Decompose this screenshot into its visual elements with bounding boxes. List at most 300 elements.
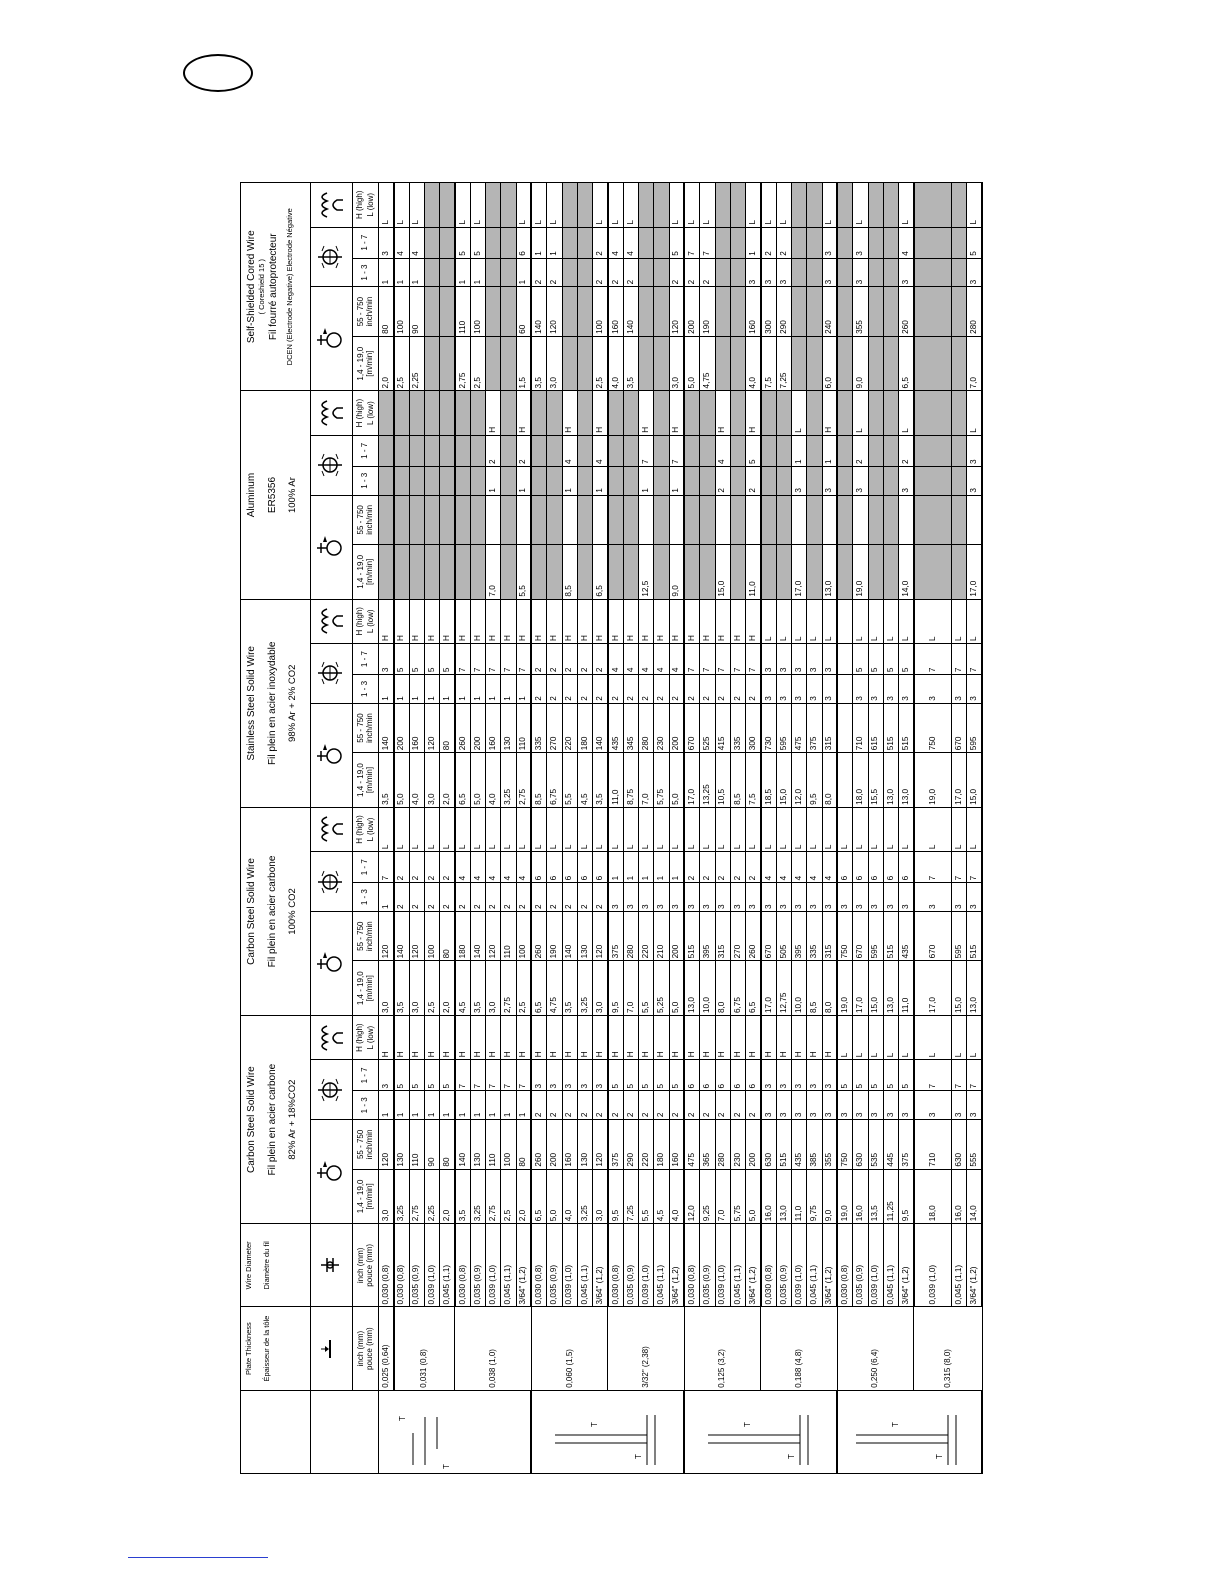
wire-speed-metric-cell: 9,5 [899,1169,914,1224]
inductance-cell [424,391,439,435]
wire-speed-metric-cell: 7,0 [715,1169,730,1224]
inductance-cell: H [700,599,715,643]
voltage-high-cell: 7 [516,1060,531,1091]
voltage-low-cell: 3 [623,883,638,912]
wire-speed-imperial-cell: 110 [409,1120,424,1169]
voltage-low-cell: 1 [593,466,608,495]
table-row [470,183,485,1474]
wire-speed-imperial-cell: 385 [807,1120,822,1169]
wire-speed-metric-cell: 4,0 [409,753,424,808]
wire-speed-metric-cell: 15,0 [868,961,883,1016]
wire-speed-imperial-cell: 315 [822,911,837,960]
table-row [593,183,608,1474]
wire-speed-imperial-cell: 260 [746,911,761,960]
wire-speed-imperial-cell [547,495,562,544]
wire-speed-metric-cell: 15,0 [715,545,730,600]
inductance-legend: H (high) L (low) [353,599,379,643]
table-row [455,183,470,1474]
wire-speed-metric-cell [409,545,424,600]
voltage-high-cell [562,227,577,258]
wire-speed-imperial-cell: 80 [440,703,455,752]
inductance-cell [577,183,592,228]
wire-speed-metric-cell [807,336,822,391]
inductance-cell: H [547,599,562,643]
voltage-low-cell: 2 [700,258,715,287]
voltage-low-cell: 2 [440,883,455,912]
inductance-cell: L [455,807,470,851]
wire-speed-imperial-cell: 375 [608,911,623,960]
inductance-cell [608,391,623,435]
inductance-cell: L [853,1016,868,1060]
wire-speed-metric-cell: 6,0 [822,336,837,391]
wire-speed-imperial-cell: 515 [883,703,898,752]
wire-speed-imperial-cell: 335 [730,703,745,752]
wire-speed-imperial-cell: 270 [730,911,745,960]
voltage-low-cell: 3 [639,883,654,912]
wire-speed-metric-cell: 15,0 [951,961,966,1016]
table-row [531,183,546,1474]
wire-speed-imperial-cell [394,495,409,544]
wire-speed-metric-cell: 2,5 [501,1169,516,1224]
inductance-cell: H [807,1016,822,1060]
voltage-low-cell: 3 [654,883,669,912]
voltage-high-cell: 7 [700,227,715,258]
inductance-cell: H [394,599,409,643]
voltage-low-cell [547,466,562,495]
voltage-high-cell: 5 [868,643,883,674]
icon-header-row [311,183,353,1474]
wire-speed-imperial-cell: 200 [394,703,409,752]
wire-speed-icon [311,287,353,391]
wire-type-header-2: Carbon Steel Solid Wire Fil plein en acier carbone 100% CO2 [241,807,311,1015]
inductance-cell: L [837,1016,852,1060]
wire-speed-metric-cell [424,336,439,391]
inductance-cell: L [853,391,868,435]
inductance-cell: L [792,391,807,435]
voltage-high-cell [440,227,455,258]
voltage-high-cell: 5 [409,1060,424,1091]
wire-diameter-cell: 3/64" (1,2) [822,1224,837,1307]
voltage-high-cell: 5 [883,643,898,674]
voltage-high-cell: 7 [486,643,501,674]
wire-speed-imperial-cell: 595 [967,703,982,752]
wire-speed-metric-cell [776,545,791,600]
inductance-cell [837,183,852,228]
wire-speed-metric-cell: 4,0 [746,336,761,391]
wire-speed-imperial-cell [440,495,455,544]
table-row [623,183,638,1474]
wire-speed-metric-cell: 6,75 [547,753,562,808]
inductance-cell [379,391,394,435]
wire-speed-metric-cell: 5,5 [639,1169,654,1224]
wire-speed-metric-cell: 19,0 [853,545,868,600]
voltage-range-low: 1 - 3 [353,883,379,912]
voltage-low-cell: 2 [577,675,592,704]
inductance-cell [440,183,455,228]
wire-speed-metric-cell: 3,0 [409,961,424,1016]
inductance-cell [501,183,516,228]
wire-speed-imperial-cell: 100 [501,1120,516,1169]
inductance-cell: L [608,183,623,228]
wire-speed-imperial-cell: 220 [639,1120,654,1169]
table-row [792,183,807,1474]
voltage-high-cell: 2 [531,643,546,674]
voltage-low-cell [807,258,822,287]
wire-speed-imperial-cell: 435 [792,1120,807,1169]
voltage-low-cell: 2 [684,258,699,287]
language-flag-oval [183,54,253,92]
voltage-high-cell: 7 [914,643,952,674]
wire-speed-imperial-cell: 290 [623,1120,638,1169]
wire-speed-metric-cell [792,336,807,391]
wire-speed-imperial-cell [883,495,898,544]
inductance-cell [914,183,952,228]
wire-speed-imperial-cell: 515 [883,911,898,960]
inductance-cell: L [470,807,485,851]
voltage-high-cell: 5 [440,643,455,674]
wire-speed-imperial-cell: 140 [562,911,577,960]
voltage-low-cell: 2 [547,1091,562,1120]
voltage-low-cell [440,466,455,495]
inductance-cell: L [409,807,424,851]
wire-speed-imperial-cell [822,495,837,544]
inductance-cell: H [516,1016,531,1060]
voltage-low-cell [883,466,898,495]
wire-speed-imperial-cell [700,495,715,544]
svg-text:T: T [786,1454,796,1459]
inductance-cell: H [409,1016,424,1060]
voltage-low-cell [761,466,776,495]
voltage-high-cell: 6 [837,852,852,883]
voltage-low-cell: 3 [700,883,715,912]
voltage-low-cell [440,258,455,287]
wire-speed-metric-cell: 5,5 [562,753,577,808]
wire-speed-imperial-cell: 120 [486,911,501,960]
voltage-high-cell: 6 [547,852,562,883]
inductance-cell: L [853,807,868,851]
inductance-cell: L [951,807,966,851]
voltage-high-cell: 4 [409,227,424,258]
voltage-low-cell: 3 [853,1091,868,1120]
wire-speed-imperial-cell: 130 [501,703,516,752]
speed-range-metric: 1,4 - 19,0 [m/min] [353,1169,379,1224]
wire-diameter-cell: 3/64" (1,2) [746,1224,761,1307]
voltage-low-cell: 2 [562,1091,577,1120]
inductance-cell: L [516,183,531,228]
inductance-cell: H [379,1016,394,1060]
voltage-high-cell: 3 [792,1060,807,1091]
voltage-range-high: 1 - 7 [353,643,379,674]
voltage-high-cell: 5 [853,643,868,674]
wire-speed-imperial-cell: 730 [761,703,776,752]
wire-speed-metric-cell [684,545,699,600]
voltage-high-cell: 7 [914,1060,952,1091]
voltage-low-cell: 3 [822,466,837,495]
inductance-cell: H [486,599,501,643]
voltage-high-cell: 7 [379,852,394,883]
wire-speed-metric-cell: 3,5 [593,753,608,808]
voltage-high-cell: 4 [608,643,623,674]
wire-speed-metric-cell: 3,25 [577,961,592,1016]
voltage-low-cell: 2 [486,883,501,912]
voltage-low-cell: 1 [516,675,531,704]
voltage-low-cell: 3 [883,1091,898,1120]
wire-speed-metric-cell: 3,0 [379,1169,394,1224]
wire-speed-metric-cell: 4,0 [486,753,501,808]
voltage-high-cell: 6 [746,1060,761,1091]
inductance-cell: L [776,599,791,643]
wire-speed-imperial-cell [899,495,914,544]
wire-speed-imperial-cell [951,495,966,544]
wire-speed-imperial-cell [654,495,669,544]
wire-speed-metric-cell [486,336,501,391]
wire-speed-imperial-cell [440,287,455,336]
wire-speed-imperial-cell: 355 [853,287,868,336]
inductance-cell: H [669,391,684,435]
wire-speed-imperial-cell: 200 [669,703,684,752]
table-row [853,183,868,1474]
wire-speed-imperial-cell [883,287,898,336]
voltage-high-cell: 4 [669,643,684,674]
wire-speed-metric-cell: 5,75 [654,753,669,808]
voltage-low-cell: 2 [746,466,761,495]
voltage-low-cell: 2 [730,1091,745,1120]
voltage-low-cell: 2 [746,675,761,704]
wire-speed-metric-cell: 9,75 [807,1169,822,1224]
wire-speed-imperial-cell: 300 [746,703,761,752]
wire-speed-metric-cell: 6,5 [899,336,914,391]
voltage-low-cell: 1 [486,1091,501,1120]
wire-speed-imperial-cell [715,495,730,544]
speed-range-imperial: 55 - 750 inch/min [353,1120,379,1169]
voltage-low-cell: 3 [822,258,837,287]
voltage-low-cell: 2 [639,675,654,704]
voltage-high-cell [776,435,791,466]
wire-speed-imperial-cell: 595 [776,703,791,752]
voltage-high-cell: 2 [899,435,914,466]
wire-speed-imperial-cell [669,495,684,544]
wire-speed-metric-cell [761,545,776,600]
wire-speed-imperial-cell: 130 [394,1120,409,1169]
wire-speed-metric-cell: 4,75 [700,336,715,391]
wire-speed-imperial-cell: 395 [700,911,715,960]
voltage-range-low: 1 - 3 [353,258,379,287]
wire-speed-metric-cell: 17,0 [914,961,952,1016]
wire-speed-imperial-cell: 315 [715,911,730,960]
wire-speed-imperial-cell: 630 [761,1120,776,1169]
voltage-low-cell: 3 [853,883,868,912]
welding-settings-table-rotated [240,182,978,1474]
wire-speed-imperial-cell: 180 [455,911,470,960]
wire-diameter-cell: 0,039 (1,0) [868,1224,883,1307]
voltage-high-cell: 7 [730,643,745,674]
voltage-low-cell [501,258,516,287]
inductance-cell: H [593,599,608,643]
wire-speed-imperial-cell: 80 [440,911,455,960]
inductance-cell: H [547,1016,562,1060]
wire-speed-imperial-cell: 120 [669,287,684,336]
inductance-cell: H [501,1016,516,1060]
inductance-cell: L [822,599,837,643]
voltage-low-cell: 1 [455,675,470,704]
voltage-low-cell: 2 [639,1091,654,1120]
wire-speed-imperial-cell [593,495,608,544]
voltage-high-cell: 3 [822,227,837,258]
voltage-high-cell [761,435,776,466]
voltage-high-cell: 4 [654,643,669,674]
inductance-cell: L [440,807,455,851]
wire-speed-metric-cell: 8,0 [715,961,730,1016]
wire-speed-imperial-cell: 160 [409,703,424,752]
inductance-cell [455,391,470,435]
wire-diameter-cell: 0,030 (0,8) [531,1224,546,1307]
wire-speed-metric-cell: 11,0 [608,753,623,808]
voltage-high-cell: 1 [822,435,837,466]
inductance-cell [654,183,669,228]
inductance-cell: L [967,599,982,643]
voltage-high-cell [868,435,883,466]
wire-speed-imperial-cell: 100 [470,287,485,336]
inductance-cell: H [700,1016,715,1060]
wire-speed-imperial-cell [776,495,791,544]
inductance-cell: H [639,599,654,643]
wire-speed-imperial-cell: 100 [424,911,439,960]
table-row [440,183,455,1474]
wire-speed-metric-cell: 1,5 [516,336,531,391]
wire-speed-metric-cell: 7,0 [486,545,501,600]
inductance-cell [440,391,455,435]
voltage-high-cell [715,227,730,258]
voltage-range-high: 1 - 7 [353,435,379,466]
wire-diameter-cell: 0,045 (1,1) [501,1224,516,1307]
wire-speed-imperial-cell: 100 [394,287,409,336]
plate-thickness-cell: 3/32" (2,38) [608,1307,684,1390]
inductance-cell: L [951,1016,966,1060]
table-row [730,183,745,1474]
wire-speed-metric-cell: 19,0 [914,753,952,808]
voltage-low-cell: 1 [639,466,654,495]
wire-diameter-cell: 0,030 (0,8) [837,1224,852,1307]
voltage-high-cell [883,227,898,258]
voltage-high-cell [792,227,807,258]
inductance-cell: L [516,807,531,851]
wire-speed-imperial-cell: 140 [455,1120,470,1169]
speed-range-imperial: 55 - 750 inch/min [353,495,379,544]
wire-speed-imperial-cell: 230 [654,703,669,752]
wire-speed-imperial-cell [623,495,638,544]
joint-sketch-tee [837,1390,982,1473]
voltage-low-cell: 3 [730,883,745,912]
voltage-high-cell: 4 [608,227,623,258]
speed-range-imperial: 55 - 750 inch/min [353,287,379,336]
inductance-legend: H (high) L (low) [353,183,379,228]
voltage-low-cell: 3 [868,675,883,704]
voltage-high-cell: 7 [967,643,982,674]
wire-speed-metric-cell [837,336,852,391]
wire-speed-imperial-cell: 180 [577,703,592,752]
voltage-low-cell: 2 [715,466,730,495]
voltage-low-cell [951,258,966,287]
voltage-high-cell: 4 [455,852,470,883]
wire-speed-imperial-cell [730,495,745,544]
wire-speed-imperial-cell: 315 [822,703,837,752]
inductance-cell [623,391,638,435]
voltage-high-cell: 3 [822,1060,837,1091]
voltage-low-cell: 2 [593,883,608,912]
voltage-low-cell: 2 [547,258,562,287]
voltage-low-cell: 2 [547,883,562,912]
table-row [700,183,715,1474]
wire-speed-imperial-cell: 300 [761,287,776,336]
voltage-low-cell: 2 [593,258,608,287]
voltage-low-cell: 2 [700,1091,715,1120]
inductance-cell: H [593,391,608,435]
wire-speed-imperial-cell [577,495,592,544]
inductance-cell: L [730,807,745,851]
wire-speed-metric-cell: 4,75 [547,961,562,1016]
voltage-high-cell [424,227,439,258]
voltage-low-cell: 2 [669,258,684,287]
inductance-cell: L [914,1016,952,1060]
voltage-low-cell: 2 [608,258,623,287]
inductance-cell: H [440,599,455,643]
wire-speed-metric-cell: 5,5 [516,545,531,600]
wire-diameter-cell: 0,045 (1,1) [577,1224,592,1307]
voltage-high-cell: 7 [470,1060,485,1091]
wire-diameter-cell: 0,035 (0,9) [623,1224,638,1307]
wire-speed-imperial-cell: 120 [409,911,424,960]
voltage-high-cell: 1 [608,852,623,883]
voltage-high-cell: 1 [792,435,807,466]
wire-speed-metric-cell [730,336,745,391]
voltage-low-cell [868,258,883,287]
inductance-cell: L [853,183,868,228]
voltage-high-cell: 1 [746,227,761,258]
wire-speed-metric-cell [883,545,898,600]
voltage-low-cell: 3 [776,258,791,287]
wire-speed-metric-cell: 17,0 [967,545,982,600]
wire-speed-metric-cell [394,545,409,600]
wire-speed-metric-cell: 19,0 [837,1169,852,1224]
voltage-low-cell [486,258,501,287]
voltage-high-cell: 5 [424,1060,439,1091]
inductance-cell: L [394,807,409,851]
wire-speed-imperial-cell [914,287,952,336]
inductance-cell: L [776,807,791,851]
wire-speed-imperial-cell: 120 [424,703,439,752]
wire-speed-imperial-cell: 120 [379,1120,394,1169]
inductance-cell [715,183,730,228]
inductance-cell: L [868,1016,883,1060]
wire-diameter-cell: 0,039 (1,0) [914,1224,952,1307]
wire-speed-imperial-cell: 140 [394,911,409,960]
voltage-low-cell: 3 [883,883,898,912]
table-row [807,183,822,1474]
speed-range-metric: 1,4 - 19,0 [m/min] [353,336,379,391]
wire-speed-metric-cell: 10,0 [700,961,715,1016]
wire-speed-metric-cell [654,336,669,391]
voltage-high-cell: 3 [547,1060,562,1091]
voltage-low-cell: 1 [394,1091,409,1120]
wire-diameter-cell: 0,045 (1,1) [440,1224,455,1307]
voltage-high-cell [577,435,592,466]
voltage-low-cell: 3 [807,1091,822,1120]
wire-speed-imperial-cell: 230 [730,1120,745,1169]
voltage-low-cell [700,466,715,495]
voltage-low-cell: 3 [914,675,952,704]
wire-speed-metric-cell: 4,0 [608,336,623,391]
wire-speed-imperial-cell: 335 [807,911,822,960]
